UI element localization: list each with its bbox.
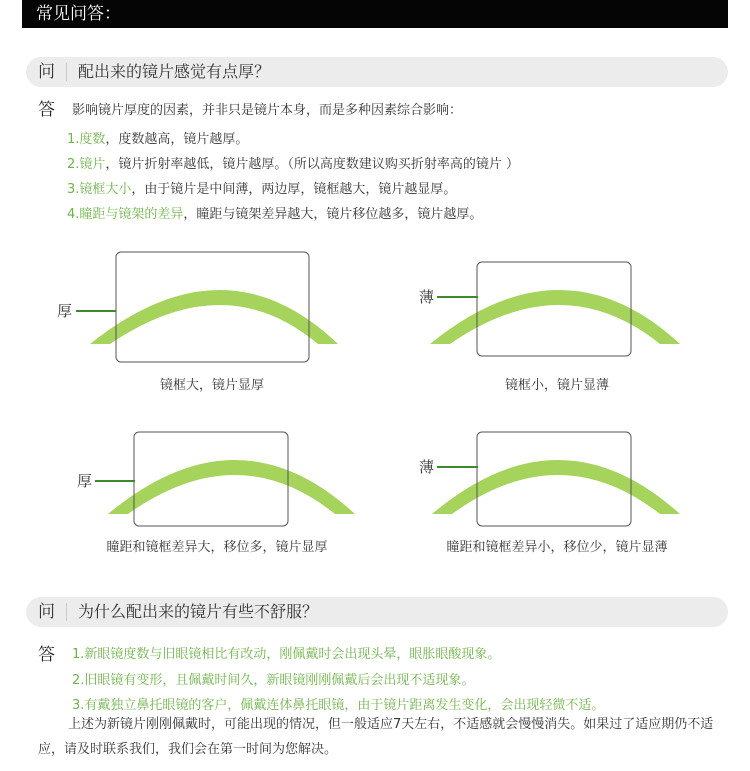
item-key: 1.度数 <box>67 132 106 147</box>
item-key: 2.镜片 <box>67 157 106 172</box>
item-text: ，由于镜片是中间薄，两边厚，镜框越大，镜片越显厚。 <box>131 182 457 197</box>
lens-arc <box>432 460 680 514</box>
lens-arc <box>90 290 338 344</box>
diagram-caption: 镜框大，镜片显厚 <box>159 378 265 393</box>
answer-item-3 <box>67 178 456 197</box>
item-text: ，镜片折射率越低，镜片越厚。（所以高度数建议购买折射率高的镜片 ） <box>105 157 520 172</box>
frame-box <box>134 432 288 526</box>
divider <box>66 603 67 621</box>
question-text-2: 为什么配出来的镜片有些不舒服？ <box>78 602 319 621</box>
diagram-label: 薄 <box>419 458 435 476</box>
item-text: ，瞳距与镜架差异越大，镜片移位越多，镜片越厚。 <box>183 207 483 222</box>
question-bar-1 <box>26 57 728 87</box>
answer-mark-1: 答 <box>38 100 55 120</box>
diagram-small-frame <box>419 262 680 393</box>
answer2-item-1: 1.新眼镜度数与旧眼镜相比有改动，刚佩戴时会出现头晕，眼胀眼酸现象。 <box>72 647 501 662</box>
answer-item-1 <box>67 128 248 147</box>
diagram-large-pd-difference <box>77 432 355 555</box>
question-mark: 问 <box>38 602 55 622</box>
diagram-caption: 瞳距和镜框差异大，移位多，镜片显厚 <box>106 540 328 555</box>
answer2-item-3: 3.有戴独立鼻托眼镜的客户，佩戴连体鼻托眼镜，由于镜片距离发生变化，会出现轻微不适。 <box>72 698 605 713</box>
closing-paragraph: 上述为新镜片刚刚佩戴时，可能出现的情况，但一般适应7天左右，不适感就会慢慢消失。如果过了适应期仍不适应，请及时联系我们，我们会在第一时间为您解决。 <box>38 717 714 757</box>
answer-item-2 <box>67 153 519 172</box>
diagram-label: 薄 <box>419 288 435 306</box>
lens-arc <box>430 290 680 344</box>
diagram-label: 厚 <box>57 302 73 320</box>
lens-arc <box>108 460 355 514</box>
item-key: 3.镜框大小 <box>67 182 132 197</box>
answer-intro: 影响镜片厚度的因素，并非只是镜片本身，而是多种因素综合影响： <box>72 103 463 118</box>
question-bar-2 <box>26 597 728 627</box>
question-mark: 问 <box>38 62 55 82</box>
diagram-small-pd-difference <box>419 432 680 555</box>
answer-item-4 <box>67 203 482 222</box>
answer2-item-2: 2.旧眼镜有变形，且佩戴时间久，新眼镜刚刚佩戴后会出现不适现象。 <box>72 673 475 688</box>
diagram-caption: 镜框小，镜片显薄 <box>504 378 610 393</box>
item-text: ，度数越高，镜片越厚。 <box>105 132 249 147</box>
answer-mark-2: 答 <box>38 645 55 665</box>
divider <box>66 63 67 81</box>
question-text-1: 配出来的镜片感觉有点厚？ <box>78 62 271 81</box>
diagram-large-frame <box>57 252 338 393</box>
diagram-label: 厚 <box>77 472 93 490</box>
diagram-caption: 瞳距和镜框差异小，移位少，镜片显薄 <box>446 540 668 555</box>
item-key: 4.瞳距与镜架的差异 <box>67 207 184 222</box>
lens-thickness-diagrams <box>0 240 750 570</box>
section-header: 常见问答： <box>22 0 728 28</box>
